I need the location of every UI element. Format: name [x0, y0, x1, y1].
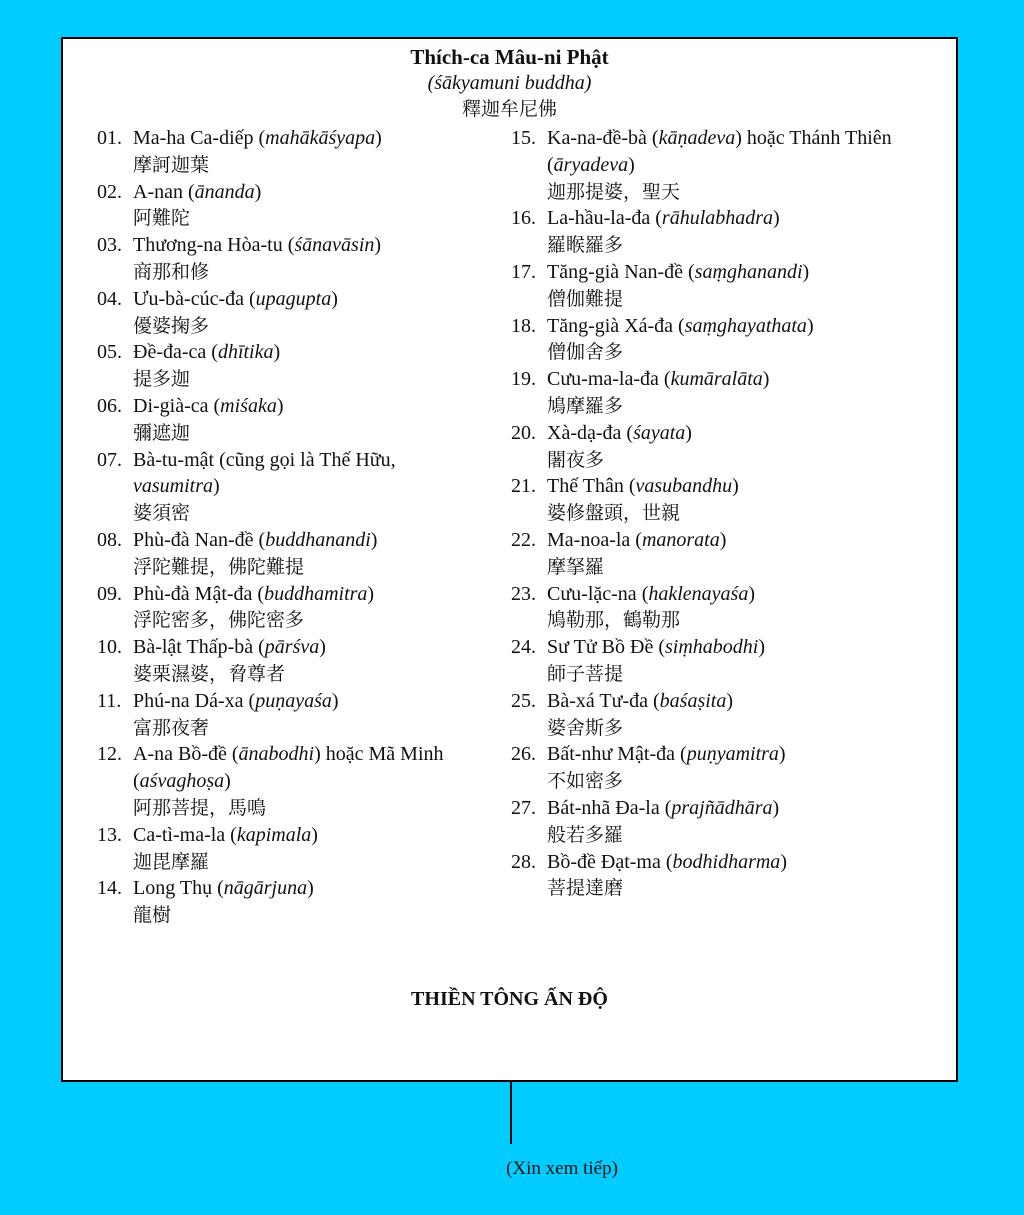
patriarch-name: A-nan (ānanda) [133, 180, 262, 203]
patriarch-name-cjk: 浮陀密多，佛陀密多 [133, 609, 305, 632]
item-number: 19. [511, 368, 536, 391]
patriarch-name-cjk: 彌遮迦 [133, 421, 191, 444]
patriarch-name-cjk: 富那夜奢 [133, 716, 210, 739]
item-body [133, 741, 477, 821]
item-body [547, 795, 931, 849]
patriarch-name: Tăng-già Xá-đa (saṃghayathata) [547, 314, 814, 337]
item-number: 25. [511, 689, 536, 712]
item-body [547, 125, 931, 205]
list-item [511, 634, 931, 688]
patriarch-name-cjk: 迦毘摩羅 [133, 850, 210, 873]
patriarch-name: Bồ-đề Đạt-ma (bodhidharma) [547, 850, 787, 873]
patriarch-name: Bất-như Mật-đa (puṇyamitra) [547, 743, 786, 766]
patriarch-name: Thương-na Hòa-tu (śānavāsin) [133, 234, 382, 257]
patriarch-name: Bà-xá Tư-đa (baśaṣita) [547, 689, 734, 712]
patriarch-name: Phú-na Dá-xa (puṇayaśa) [133, 689, 339, 712]
item-number: 07. [97, 448, 122, 471]
list-item [511, 527, 931, 581]
patriarch-name-cjk: 浮陀難提，佛陀難提 [133, 555, 305, 578]
patriarch-name-cjk: 商那和修 [133, 260, 210, 283]
patriarch-name-cjk: 不如密多 [547, 770, 624, 793]
continue-note [0, 1158, 1024, 1180]
header [63, 44, 956, 122]
patriarch-name: Phù-đà Nan-đề (buddhanandi) [133, 528, 378, 551]
item-number: 21. [511, 475, 536, 498]
item-body [133, 179, 477, 233]
patriarch-name-cjk: 摩拏羅 [547, 555, 605, 578]
patriarch-name-cjk: 鳩摩羅多 [547, 394, 624, 417]
patriarch-name: Đề-đa-ca (dhītika) [133, 341, 281, 364]
item-body [547, 313, 931, 367]
list-item [97, 179, 477, 233]
patriarch-name: Cưu-ma-la-đa (kumāralāta) [547, 368, 770, 391]
item-number: 20. [511, 421, 536, 444]
item-number: 02. [97, 180, 122, 203]
item-number: 27. [511, 796, 536, 819]
list-item [97, 688, 477, 742]
patriarch-name: Xà-dạ-đa (śayata) [547, 421, 692, 444]
patriarch-name-cjk: 闍夜多 [547, 448, 605, 471]
left-column [97, 125, 477, 929]
patriarch-name: Bà-tu-mật (cũng gọi là Thế Hữu, vasumitra) [133, 448, 396, 498]
item-number: 17. [511, 260, 536, 283]
item-body [547, 634, 931, 688]
list-item [511, 741, 931, 795]
item-body [547, 741, 931, 795]
patriarch-name-cjk: 菩提達磨 [547, 877, 624, 900]
item-number: 14. [97, 877, 122, 900]
item-body [547, 259, 931, 313]
document-frame [61, 37, 958, 1082]
item-body [133, 232, 477, 286]
patriarch-name-cjk: 婆栗濕婆，脅尊者 [133, 662, 286, 685]
list-item [511, 205, 931, 259]
item-body [133, 125, 477, 179]
list-item [511, 795, 931, 849]
patriarch-name-cjk: 僧伽舍多 [547, 341, 624, 364]
patriarch-name-cjk: 師子菩提 [547, 662, 624, 685]
item-number: 05. [97, 341, 122, 364]
list-item [97, 232, 477, 286]
list-item [97, 581, 477, 635]
connector-line [510, 1082, 512, 1144]
list-item [511, 420, 931, 474]
item-body [133, 581, 477, 635]
item-number: 23. [511, 582, 536, 605]
patriarch-name: Ca-tì-ma-la (kapimala) [133, 823, 318, 846]
list-item [97, 741, 477, 821]
list-item [97, 875, 477, 929]
page-title: Thích-ca Mâu-ni Phật [410, 45, 609, 69]
list-item [97, 634, 477, 688]
item-body [547, 581, 931, 635]
patriarch-name: Ka-na-đề-bà (kāṇadeva) hoặc Thánh Thiên (āryadeva) [547, 127, 892, 176]
patriarch-name-cjk: 僧伽難提 [547, 287, 624, 310]
patriarch-name-cjk: 鳩勒那，鶴勒那 [547, 609, 681, 632]
patriarch-name-cjk: 阿那菩提，馬鳴 [133, 796, 267, 819]
patriarch-name: Cưu-lặc-na (haklenayaśa) [547, 582, 756, 605]
item-number: 01. [97, 127, 122, 149]
patriarch-name-cjk: 提多迦 [133, 368, 191, 391]
item-number: 04. [97, 287, 122, 310]
item-number: 28. [511, 850, 536, 873]
list-item [511, 259, 931, 313]
item-body [133, 393, 477, 447]
patriarch-name: Ma-noa-la (manorata) [547, 528, 727, 551]
list-item [511, 125, 931, 205]
item-body [133, 875, 477, 929]
list-item [97, 286, 477, 340]
item-number: 15. [511, 127, 536, 149]
item-number: 10. [97, 636, 122, 659]
patriarch-name: Di-già-ca (miśaka) [133, 394, 284, 417]
right-column [511, 125, 931, 902]
patriarch-name: Phù-đà Mật-đa (buddhamitra) [133, 582, 375, 605]
list-item [97, 527, 477, 581]
page-subtitle: (śākyamuni buddha) [427, 72, 592, 94]
list-item [511, 313, 931, 367]
item-number: 12. [97, 743, 122, 766]
patriarch-name: Tăng-già Nan-đề (saṃghanandi) [547, 260, 810, 283]
item-number: 11. [97, 689, 122, 712]
item-body [133, 286, 477, 340]
list-item [511, 849, 931, 903]
list-item [97, 393, 477, 447]
item-body [547, 849, 931, 903]
item-body [133, 447, 477, 527]
list-item [97, 447, 477, 527]
item-number: 24. [511, 636, 536, 659]
patriarch-name-cjk: 迦那提婆，聖天 [547, 180, 681, 203]
patriarch-name-cjk: 龍樹 [133, 904, 172, 927]
patriarch-name-cjk: 摩訶迦葉 [133, 153, 210, 176]
patriarch-name: Thế Thân (vasubandhu) [547, 475, 739, 498]
patriarch-name: La-hầu-la-đa (rāhulabhadra) [547, 207, 780, 230]
item-body [133, 634, 477, 688]
patriarch-name: Sư Tử Bồ Đề (siṃhabodhi) [547, 636, 765, 659]
item-number: 08. [97, 528, 122, 551]
list-item [511, 366, 931, 420]
list-item [511, 581, 931, 635]
item-number: 18. [511, 314, 536, 337]
page-title-cjk: 釋迦牟尼佛 [461, 98, 557, 120]
item-body [133, 688, 477, 742]
item-body [133, 822, 477, 876]
item-number: 06. [97, 394, 122, 417]
item-body [547, 473, 931, 527]
item-number: 13. [97, 823, 122, 846]
item-body [547, 366, 931, 420]
patriarch-name-cjk: 阿難陀 [133, 207, 191, 230]
patriarch-name: A-na Bồ-đề (ānabodhi) hoặc Mã Minh (aśvaghoṣa) [133, 743, 444, 793]
patriarch-name-cjk: 婆修盤頭，世親 [547, 502, 681, 525]
patriarch-name: Ưu-bà-cúc-đa (upagupta) [133, 287, 338, 310]
footer-title: THIỀN TÔNG ẤN ĐỘ [411, 988, 608, 1010]
item-body [133, 527, 477, 581]
list-item [97, 339, 477, 393]
patriarch-name: Long Thụ (nāgārjuna) [133, 877, 314, 900]
item-body [133, 339, 477, 393]
item-number: 09. [97, 582, 122, 605]
patriarch-name-cjk: 婆舍斯多 [547, 716, 624, 739]
continue-note-text: (Xin xem tiếp) [506, 1158, 618, 1179]
item-body [547, 688, 931, 742]
item-body [547, 420, 931, 474]
item-body [547, 205, 931, 259]
item-number: 03. [97, 234, 122, 257]
patriarch-name: Bát-nhã Đa-la (prajñādhāra) [547, 796, 780, 819]
patriarch-name-cjk: 婆須密 [133, 502, 191, 525]
item-number: 22. [511, 528, 536, 551]
list-item [511, 473, 931, 527]
list-item [97, 822, 477, 876]
patriarch-name-cjk: 羅睺羅多 [547, 234, 624, 257]
patriarch-name: Bà-lật Thấp-bà (pārśva) [133, 636, 326, 659]
list-item [97, 125, 477, 179]
item-body [547, 527, 931, 581]
patriarch-name-cjk: 般若多羅 [547, 823, 624, 846]
list-item [511, 688, 931, 742]
item-number: 26. [511, 743, 536, 766]
patriarch-name: Ma-ha Ca-diếp (mahākāśyapa) [133, 127, 382, 149]
patriarch-name-cjk: 優婆掬多 [133, 314, 210, 337]
item-number: 16. [511, 207, 536, 230]
